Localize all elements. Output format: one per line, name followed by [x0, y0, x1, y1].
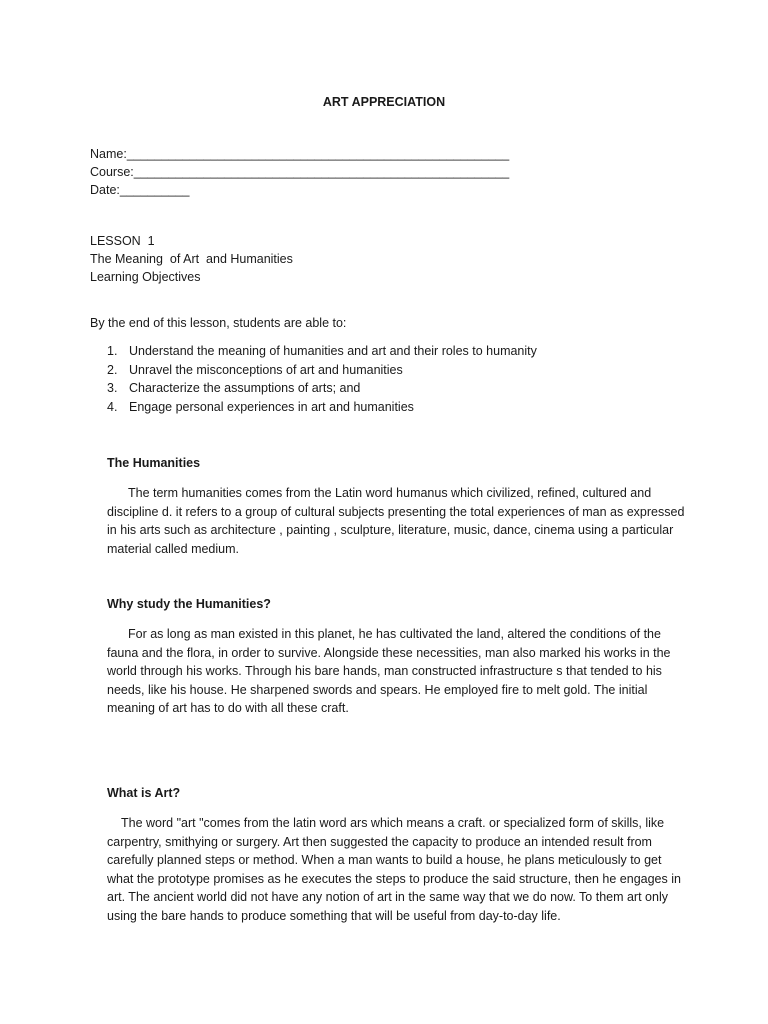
list-item: 1. Understand the meaning of humanities and art and their roles to humanity	[107, 344, 537, 358]
objectives-list	[107, 342, 537, 416]
document-title: ART APPRECIATION	[322, 95, 446, 109]
list-item: 2. Unravel the misconceptions of art and humanities	[107, 362, 403, 377]
course-field: Course:______________________________________________________	[90, 165, 510, 179]
name-field: Name:_______________________________________________________	[90, 147, 510, 161]
section-heading-what-is-art: What is Art?	[107, 786, 181, 800]
section-heading-why-study: Why study the Humanities?	[107, 597, 271, 611]
lesson-number: LESSON 1	[90, 234, 155, 248]
learning-objectives-heading: Learning Objectives	[90, 270, 201, 284]
intro-text: By the end of this lesson, students are able to:	[90, 316, 347, 330]
date-field: Date:__________	[90, 183, 190, 197]
section-heading-humanities: The Humanities	[107, 456, 201, 470]
section-body-why-study: For as long as man existed in this planet, he has cultivated the land, altered the conditions of the fauna and the flora, in order to survive. Alongside these necessities, man also marked his works in the world through his works. Through his bare hands, man constructed infrastructure s that tended to his needs, like his house. He sharpened swords and spears. He employed fire to melt gold. The initial meaning of art has to do with all these craft.	[107, 627, 671, 715]
lesson-topic: The Meaning of Art and Humanities	[90, 252, 293, 266]
section-body-what-is-art: The word "art "comes from the latin word ars which means a craft. or specialized form of skills, like carpentry, smithying or surgery. Art then suggested the capacity to produce an intended result from carefully planned steps or method. When a man wants to build a house, he plans meticulously to get what the prototype promises as he executes the steps to produce the said structure, then he engages in art. The ancient world did not have any notion of art in the same way that we do now. To them art only using the bare hands to produce something that will be useful from day-to-day life.	[107, 816, 681, 923]
section-body-humanities: The term humanities comes from the Latin word humanus which civilized, refined, cultured and discipline d. it refers to a group of cultural subjects presenting the total experiences of man as expressed in his arts such as architecture , painting , sculpture, literature, music, dance, cinema using a particular material called medium.	[107, 486, 685, 556]
list-item: 4. Engage personal experiences in art and humanities	[107, 399, 414, 414]
list-item: 3. Characterize the assumptions of arts; and	[107, 381, 361, 396]
